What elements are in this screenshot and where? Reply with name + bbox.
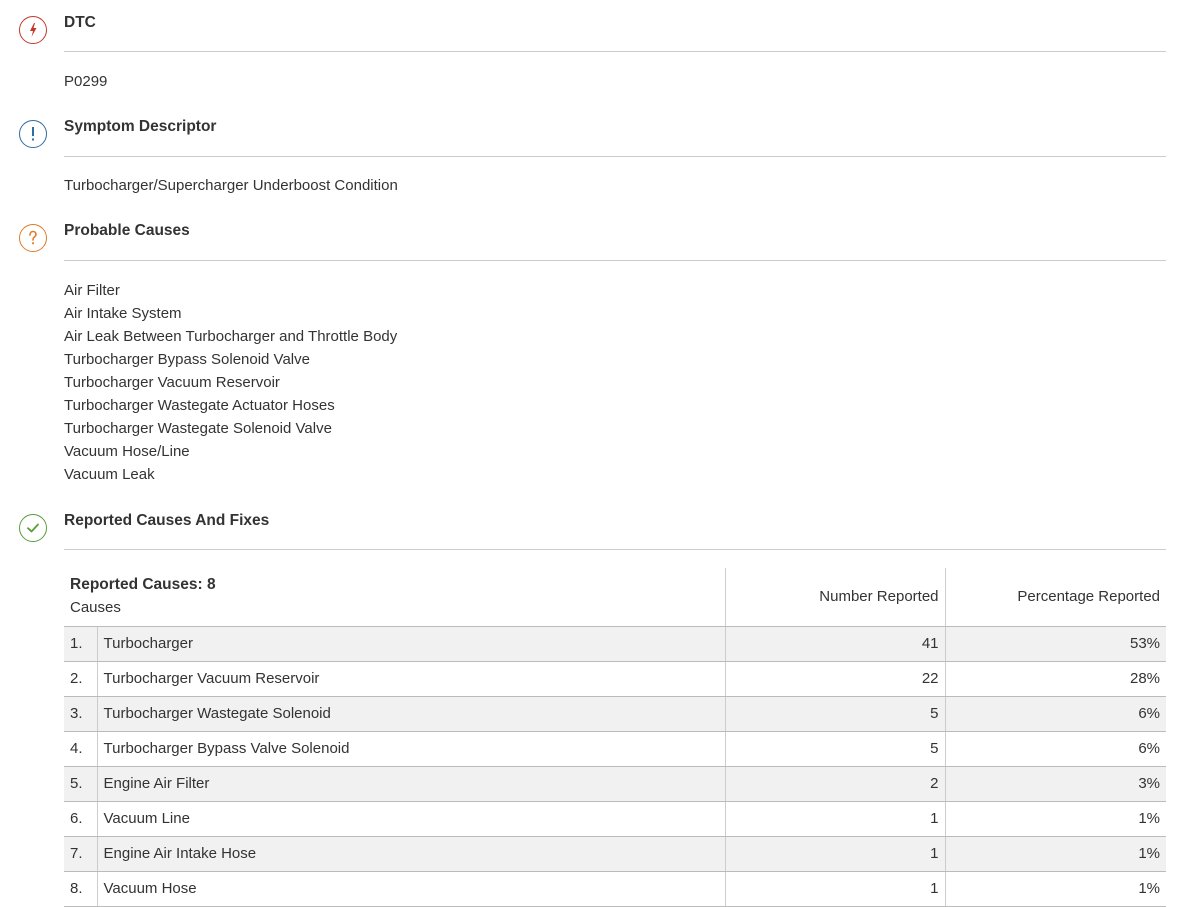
percentage-reported: 3% (945, 766, 1166, 801)
divider (64, 260, 1166, 261)
row-index: 3. (64, 696, 97, 731)
lightning-icon (19, 16, 47, 44)
number-reported: 1 (725, 801, 945, 836)
reported-causes-table (64, 568, 1166, 907)
checkmark-icon (19, 514, 47, 542)
table-row (64, 871, 1166, 906)
row-index: 1. (64, 626, 97, 661)
number-reported: 1 (725, 871, 945, 906)
row-index: 6. (64, 801, 97, 836)
list-item: Turbocharger Wastegate Actuator Hoses (64, 397, 335, 414)
cause-name: Turbocharger Bypass Valve Solenoid (97, 731, 725, 766)
number-reported: 41 (725, 626, 945, 661)
table-row (64, 626, 1166, 661)
table-row (64, 696, 1166, 731)
list-item: Vacuum Hose/Line (64, 443, 190, 460)
table-header-row (64, 568, 1166, 626)
percentage-reported: 1% (945, 836, 1166, 871)
number-reported: 2 (725, 766, 945, 801)
row-index: 5. (64, 766, 97, 801)
number-reported: 5 (725, 696, 945, 731)
list-item: Turbocharger Vacuum Reservoir (64, 374, 280, 391)
percentage-reported: 28% (945, 661, 1166, 696)
number-reported: 1 (725, 836, 945, 871)
row-index: 7. (64, 836, 97, 871)
divider (64, 549, 1166, 550)
cause-name: Turbocharger (97, 626, 725, 661)
reported-causes-title: Reported Causes And Fixes (64, 512, 270, 529)
symptom-title: Symptom Descriptor (64, 118, 217, 135)
list-item: Air Intake System (64, 305, 182, 322)
probable-causes-list (64, 281, 397, 488)
question-icon (19, 224, 47, 252)
table-row (64, 836, 1166, 871)
dtc-code: P0299 (64, 73, 108, 90)
probable-causes-title: Probable Causes (64, 222, 190, 239)
divider (64, 51, 1166, 52)
list-item: Turbocharger Wastegate Solenoid Valve (64, 420, 332, 437)
symptom-description: Turbocharger/Supercharger Underboost Condition (64, 177, 398, 194)
number-reported-header: Number Reported (725, 568, 945, 626)
exclamation-icon (19, 120, 47, 148)
cause-name: Turbocharger Vacuum Reservoir (97, 661, 725, 696)
causes-column-label: Causes (70, 599, 121, 616)
list-item: Vacuum Leak (64, 466, 155, 483)
percentage-reported: 1% (945, 871, 1166, 906)
list-item: Air Filter (64, 282, 120, 299)
number-reported: 22 (725, 661, 945, 696)
reported-count: Reported Causes: 8 (70, 576, 216, 593)
cause-name: Turbocharger Wastegate Solenoid (97, 696, 725, 731)
table-row (64, 766, 1166, 801)
table-row (64, 661, 1166, 696)
row-index: 2. (64, 661, 97, 696)
cause-name: Vacuum Hose (97, 871, 725, 906)
cause-name: Vacuum Line (97, 801, 725, 836)
list-item: Air Leak Between Turbocharger and Throttle Body (64, 328, 398, 345)
number-reported: 5 (725, 731, 945, 766)
row-index: 8. (64, 871, 97, 906)
causes-header (64, 568, 725, 626)
percentage-reported: 6% (945, 731, 1166, 766)
percentage-reported-header: Percentage Reported (945, 568, 1166, 626)
table-row (64, 801, 1166, 836)
cause-name: Engine Air Intake Hose (97, 836, 725, 871)
divider (64, 156, 1166, 157)
dtc-title: DTC (64, 14, 96, 31)
list-item: Turbocharger Bypass Solenoid Valve (64, 351, 310, 368)
percentage-reported: 6% (945, 696, 1166, 731)
percentage-reported: 53% (945, 626, 1166, 661)
percentage-reported: 1% (945, 801, 1166, 836)
row-index: 4. (64, 731, 97, 766)
table-row (64, 731, 1166, 766)
cause-name: Engine Air Filter (97, 766, 725, 801)
